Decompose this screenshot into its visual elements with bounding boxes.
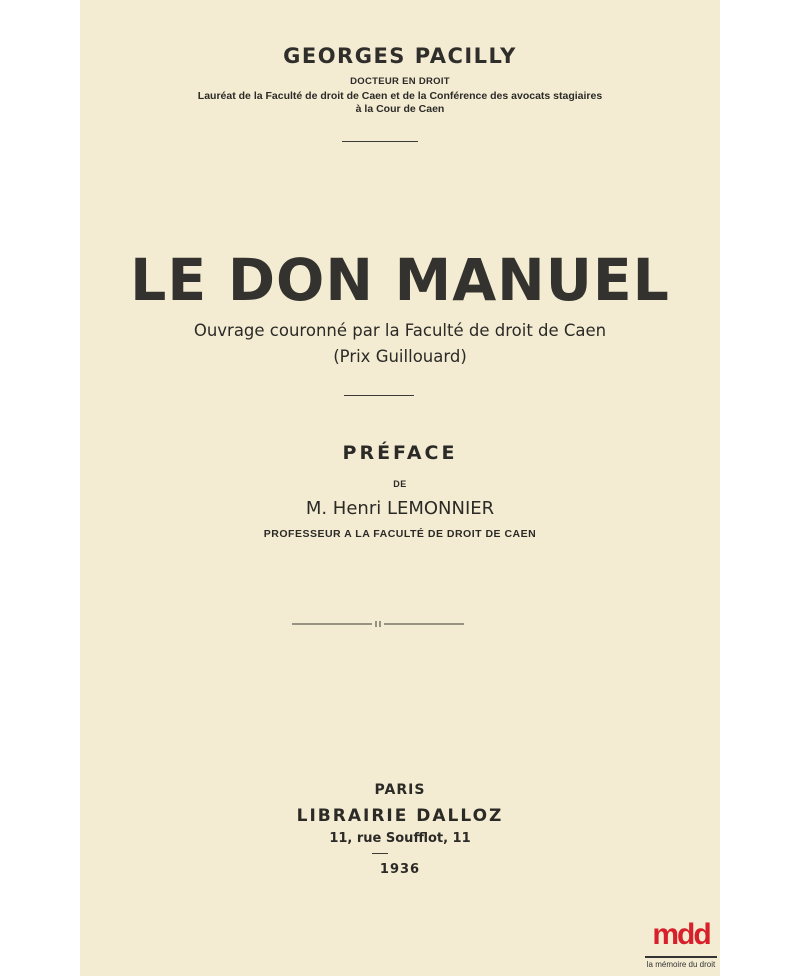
publisher-address: 11, rue Soufflot, 11 bbox=[329, 831, 471, 846]
preface-author-name: M. Henri LEMONNIER bbox=[305, 498, 495, 519]
divider-3 bbox=[372, 853, 388, 854]
preface-by: DE bbox=[393, 479, 407, 489]
mdd-logo-mark: mdd bbox=[652, 918, 710, 951]
divider-2 bbox=[344, 395, 414, 396]
publication-year: 1936 bbox=[379, 862, 421, 877]
mdd-logo bbox=[642, 918, 720, 976]
publication-city: PARIS bbox=[374, 782, 426, 798]
divider-1 bbox=[342, 141, 418, 142]
ornament-divider bbox=[292, 620, 464, 628]
author-name: GEORGES PACILLY bbox=[283, 44, 517, 68]
publisher-name: LIBRAIRIE DALLOZ bbox=[296, 806, 504, 826]
book-subtitle: Ouvrage couronné par la Faculté de droit de Caen bbox=[193, 321, 607, 340]
mdd-logo-caption: la mémoire du droit bbox=[646, 960, 716, 969]
author-degree: DOCTEUR EN DROIT bbox=[350, 76, 450, 87]
book-title: LE DON MANUEL bbox=[130, 246, 670, 314]
preface-author-title: PROFESSEUR A LA FACULTÉ DE DROIT DE CAEN bbox=[263, 528, 537, 540]
author-laureate-line-1: Lauréat de la Faculté de droit de Caen et de la Conférence des avocats stagiaires bbox=[197, 90, 603, 102]
mdd-logo-bar bbox=[645, 956, 717, 958]
author-laureate-line-2: à la Cour de Caen bbox=[355, 103, 445, 115]
preface-heading: PRÉFACE bbox=[342, 442, 458, 464]
book-prize: (Prix Guillouard) bbox=[333, 347, 467, 366]
title-page bbox=[80, 0, 720, 976]
